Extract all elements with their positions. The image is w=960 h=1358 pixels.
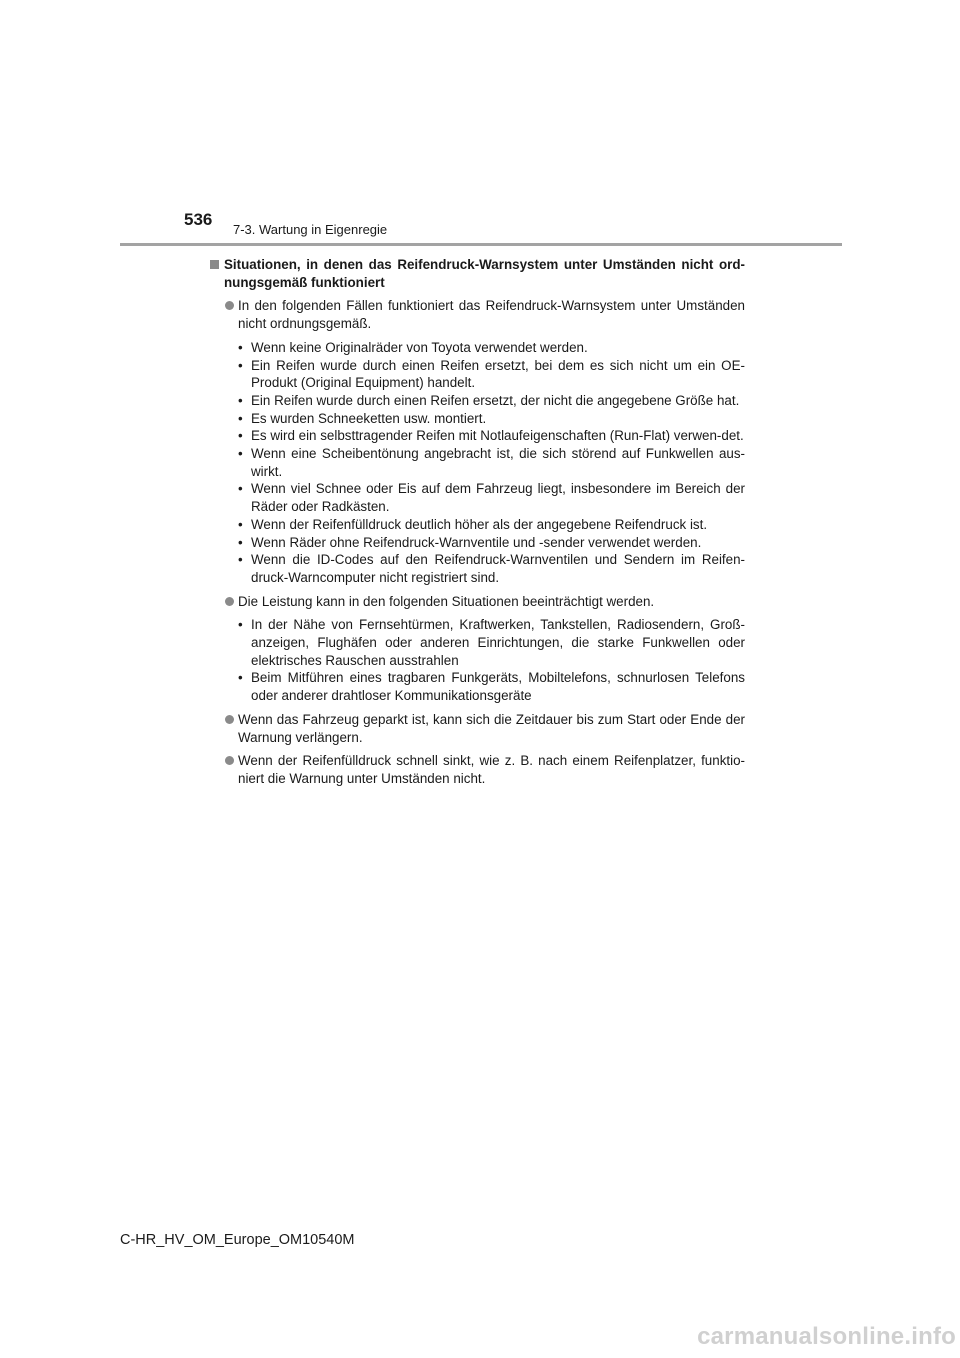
sub-list-item <box>210 357 745 392</box>
bullet-text: Die Leistung kann in den folgenden Situationen beeinträchtigt werden. <box>238 593 655 609</box>
sub-list-item-text: Ein Reifen wurde durch einen Reifen ersetzt, der nicht die angegebene Größe hat. <box>251 392 740 408</box>
sub-list-item-text: Wenn Räder ohne Reifendruck-Warnventile und -sender verwendet werden. <box>251 534 702 550</box>
sub-list-item <box>210 480 745 515</box>
dot-bullet-icon: • <box>238 670 243 686</box>
dot-bullet-icon: • <box>238 392 243 408</box>
sub-list-item-text: Wenn viel Schnee oder Eis auf dem Fahrzeug liegt, insbesondere im Bereich der Räder oder Radkästen. <box>251 481 745 515</box>
sub-list-item <box>210 516 745 534</box>
bullet-text: In den folgenden Fällen funktioniert das Reifendruck-Warnsystem unter Umständen nicht ordnungsgemäß. <box>238 298 745 332</box>
sub-list-item-text: Wenn der Reifenfülldruck deutlich höher als der angegebene Reifendruck ist. <box>251 516 708 532</box>
sub-list-item <box>210 427 745 445</box>
square-bullet-icon <box>210 260 219 269</box>
sub-list-item <box>210 669 745 704</box>
dot-bullet-icon: • <box>238 534 243 550</box>
bullet-block <box>210 593 745 611</box>
sub-list-item-text: Es wird ein selbsttragender Reifen mit Notlaufeigenschaften (Run-Flat) verwen-det. <box>251 428 744 444</box>
watermark-link[interactable]: carmanualsonline.info <box>697 1323 956 1350</box>
circle-bullet-icon <box>225 301 234 310</box>
dot-bullet-icon: • <box>238 428 243 444</box>
sub-list-item-text: Es wurden Schneeketten usw. montiert. <box>251 410 487 426</box>
sub-list-item-text: Wenn die ID-Codes auf den Reifendruck-Warnventilen und Sendern im Reifen-druck-Warncomputer nicht registriert sind. <box>251 552 745 585</box>
sub-list <box>210 339 745 587</box>
circle-bullet-icon <box>225 756 234 765</box>
sub-list-item-text: In der Nähe von Fernsehtürmen, Kraftwerken, Tankstellen, Radiosendern, Groß-anzeigen, Flughäfen oder anderen Einrichtungen, die starke Funkwellen oder elektrisches Rauschen ausstrahlen <box>251 617 745 668</box>
sub-list-item <box>210 551 745 586</box>
document-code: C-HR_HV_OM_Europe_OM10540M <box>120 1232 355 1248</box>
dot-bullet-icon: • <box>238 339 243 355</box>
bullet-text: Wenn der Reifenfülldruck schnell sinkt, wie z. B. nach einem Reifenplatzer, funktio-niert die Warnung unter Umständen nicht. <box>238 753 745 786</box>
sub-list-item <box>210 410 745 428</box>
sub-list-item <box>210 392 745 410</box>
sub-list-item <box>210 616 745 669</box>
dot-bullet-icon: • <box>238 357 243 373</box>
section-heading <box>210 256 745 291</box>
dot-bullet-icon: • <box>238 446 243 462</box>
bullet-block <box>210 711 745 746</box>
page-number: 536 <box>184 210 213 229</box>
dot-bullet-icon: • <box>238 516 243 532</box>
section-heading-text: Situationen, in denen das Reifendruck-Warnsystem unter Umständen nicht ord-nungsgemäß funktioniert <box>224 257 745 290</box>
sub-list-item-text: Wenn eine Scheibentönung angebracht ist, die sich störend auf Funkwellen aus-wirkt. <box>251 446 745 479</box>
circle-bullet-icon <box>225 597 234 606</box>
dot-bullet-icon: • <box>238 410 243 426</box>
sub-list-item <box>210 339 745 357</box>
sub-list-item-text: Ein Reifen wurde durch einen Reifen ersetzt, bei dem es sich nicht um ein OE-Produkt (Original Equipment) handelt. <box>251 357 745 391</box>
dot-bullet-icon: • <box>238 481 243 497</box>
sub-list <box>210 616 745 705</box>
sub-list-item <box>210 534 745 552</box>
header-rule <box>120 243 842 246</box>
sub-list-item-text: Wenn keine Originalräder von Toyota verwendet werden. <box>251 339 588 355</box>
sub-list-item-text: Beim Mitführen eines tragbaren Funkgeräts, Mobiltelefons, schnurlosen Telefons oder anderer drahtloser Kommunikationsgeräte <box>251 670 745 704</box>
bullet-block <box>210 752 745 787</box>
main-content <box>210 256 745 794</box>
dot-bullet-icon: • <box>238 617 243 633</box>
circle-bullet-icon <box>225 715 234 724</box>
sub-list-item <box>210 445 745 480</box>
bullet-block <box>210 297 745 332</box>
section-title: 7-3. Wartung in Eigenregie <box>233 222 388 237</box>
bullet-text: Wenn das Fahrzeug geparkt ist, kann sich die Zeitdauer bis zum Start oder Ende der Warnung verlängern. <box>238 711 745 745</box>
dot-bullet-icon: • <box>238 552 243 568</box>
